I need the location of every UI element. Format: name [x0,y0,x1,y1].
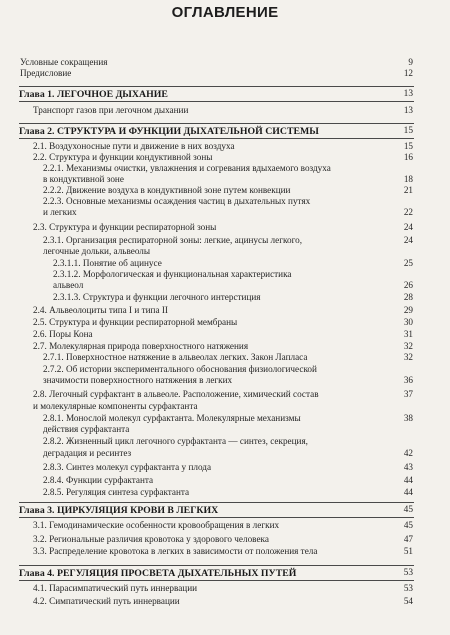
toc-entry [0,292,450,303]
page-number: 44 [403,487,413,497]
page-number: 21 [403,185,413,195]
page-number: 24 [403,235,413,245]
page-number: 54 [403,596,413,606]
page-number: 45 [403,520,413,530]
entry-title: 4.1. Парасимпатический путь иннервации [33,583,198,593]
toc-entry [0,222,450,233]
toc-entry [0,424,450,435]
page-number: 9 [408,57,413,67]
entry-title: 2.8.5. Регуляция синтеза сурфактанта [43,487,190,497]
toc-entry [0,329,450,340]
entry-title: 2.2. Структура и функции кондуктивной зоны [33,152,213,162]
toc-entry [0,448,450,459]
entry-title: 2.8. Легочный сурфактант в альвеоле. Расположение, химический состав [33,389,319,399]
divider-rule [19,565,414,566]
page-number: 13 [403,89,413,99]
entry-title: 3.2. Региональные различия кровотока у здорового человека [33,534,269,544]
toc-entry [0,174,450,185]
page-number: 25 [403,258,413,268]
toc-entry [0,235,450,246]
entry-title: 2.3.1. Организация респираторной зоны: легкие, ацинусы легкого, [43,235,303,245]
page-number: 36 [403,375,413,385]
entry-title: и легких [43,207,77,217]
page-number: 47 [403,534,413,544]
toc-entry [0,401,450,412]
entry-title: 2.6. Поры Кона [33,329,93,339]
toc-entry [0,462,450,473]
entry-title: 2.8.3. Синтез молекул сурфактанта у плода [43,462,212,472]
page-number: 12 [403,68,413,78]
toc-entry [0,413,450,424]
entry-title: 2.5. Структура и функции респираторной мембраны [33,317,238,327]
page-number: 32 [403,352,413,362]
entry-title: 2.8.2. Жизненный цикл легочного сурфактанта — синтез, секреция, [43,436,308,446]
chapter-heading [0,89,450,100]
page-number: 30 [403,317,413,327]
chapter-title: Глава 4. РЕГУЛЯЦИЯ ПРОСВЕТА ДЫХАТЕЛЬНЫХ ПУТЕЙ [19,568,297,579]
entry-title: 3.1. Гемодинамические особенности кровообращения в легких [33,520,280,530]
entry-title: 4.2. Симпатический путь иннервации [33,596,180,606]
toc-entry [0,583,450,594]
entry-title: 2.2.2. Движение воздуха в кондуктивной зоне путем конвекции [43,185,291,195]
entry-title: деградация и ресинтез [43,448,132,458]
entry-title: 2.2.1. Механизмы очистки, увлажнения и согревания вдыхаемого воздуха [43,163,331,173]
toc-entry [0,152,450,163]
entry-title: 2.7.1. Поверхностное натяжение в альвеолах легких. Закон Лапласа [43,352,308,362]
toc-entry [0,163,450,174]
page-number: 53 [403,583,413,593]
toc-entry [0,534,450,545]
toc-entry [0,258,450,269]
page-number: 38 [403,413,413,423]
toc-entry [0,375,450,386]
chapter-heading [0,126,450,137]
toc-entry [0,280,450,291]
toc-entry [0,520,450,531]
entry-title: легочные дольки, альвеолы [43,246,151,256]
entry-title: в кондуктивной зоне [43,174,124,184]
page-number: 53 [403,568,413,578]
toc-entry [0,105,450,116]
toc-entry [0,196,450,207]
entry-title: альвеол [53,280,84,290]
chapter-heading [0,505,450,516]
divider-rule [19,86,414,87]
entry-title: 2.8.4. Функции сурфактанта [43,475,154,485]
page-number: 29 [403,305,413,315]
toc-entry [0,317,450,328]
page-number: 51 [403,546,413,556]
toc-entry [0,364,450,375]
toc-entry [0,352,450,363]
toc-entry [0,185,450,196]
toc-entry [0,68,450,79]
divider-rule [19,123,414,124]
entry-title: 2.7.2. Об истории экспериментального обоснования физиологической [43,364,317,374]
divider-rule [19,502,414,503]
page-number: 15 [403,126,413,136]
page-number: 26 [403,280,413,290]
divider-rule [19,101,414,102]
page-number: 15 [403,141,413,151]
page-number: 28 [403,292,413,302]
toc-entry [0,141,450,152]
chapter-heading [0,568,450,579]
page-number: 16 [403,152,413,162]
toc-entry [0,305,450,316]
entry-title: 2.3.1.2. Морфологическая и функциональная характеристика [53,269,292,279]
page-number: 31 [403,329,413,339]
divider-rule [19,580,414,581]
toc-entry [0,546,450,557]
toc-entry [0,246,450,257]
toc-entry [0,341,450,352]
toc-entry [0,389,450,400]
divider-rule [19,517,414,518]
entry-title: Условные сокращения [20,57,108,67]
entry-title: 2.4. Альвеолоциты типа I и типа II [33,305,168,315]
toc-entry [0,207,450,218]
toc-entry [0,475,450,486]
entry-title: 2.7. Молекулярная природа поверхностного натяжения [33,341,249,351]
entry-title: действия сурфактанта [43,424,130,434]
page-number: 18 [403,174,413,184]
toc-entry [0,596,450,607]
page-number: 37 [403,389,413,399]
entry-title: 3.3. Распределение кровотока в легких в зависимости от положения тела [33,546,318,556]
entry-title: 2.2.3. Основные механизмы осаждения частиц в дыхательных путях [43,196,311,206]
page-number: 44 [403,475,413,485]
entry-title: Транспорт газов при легочном дыхании [33,105,189,115]
entry-title: и молекулярные компоненты сурфактанта [33,401,198,411]
page-number: 45 [403,505,413,515]
entry-title: значимости поверхностного натяжения в легких [43,375,233,385]
entry-title: Предисловие [20,68,72,78]
page-number: 13 [403,105,413,115]
page-number: 43 [403,462,413,472]
page-number: 22 [403,207,413,217]
chapter-title: Глава 1. ЛЕГОЧНОЕ ДЫХАНИЕ [19,89,168,100]
toc-entry [0,269,450,280]
page-number: 24 [403,222,413,232]
entry-title: 2.3.1.3. Структура и функции легочного интерстиция [53,292,261,302]
toc-entry [0,436,450,447]
entry-title: 2.1. Воздухоносные пути и движение в них воздуха [33,141,235,151]
page-number: 32 [403,341,413,351]
chapter-title: Глава 3. ЦИРКУЛЯЦИЯ КРОВИ В ЛЕГКИХ [19,505,219,516]
toc-title: ОГЛАВЛЕНИЕ [171,4,279,21]
entry-title: 2.3.1.1. Понятие об ацинусе [53,258,162,268]
entry-title: 2.8.1. Монослой молекул сурфактанта. Молекулярные механизмы [43,413,301,423]
page-number: 42 [403,448,413,458]
entry-title: 2.3. Структура и функции респираторной зоны [33,222,217,232]
divider-rule [19,138,414,139]
toc-entry [0,57,450,68]
chapter-title: Глава 2. СТРУКТУРА И ФУНКЦИИ ДЫХАТЕЛЬНОЙ СИСТЕМЫ [19,126,319,137]
toc-entry [0,487,450,498]
